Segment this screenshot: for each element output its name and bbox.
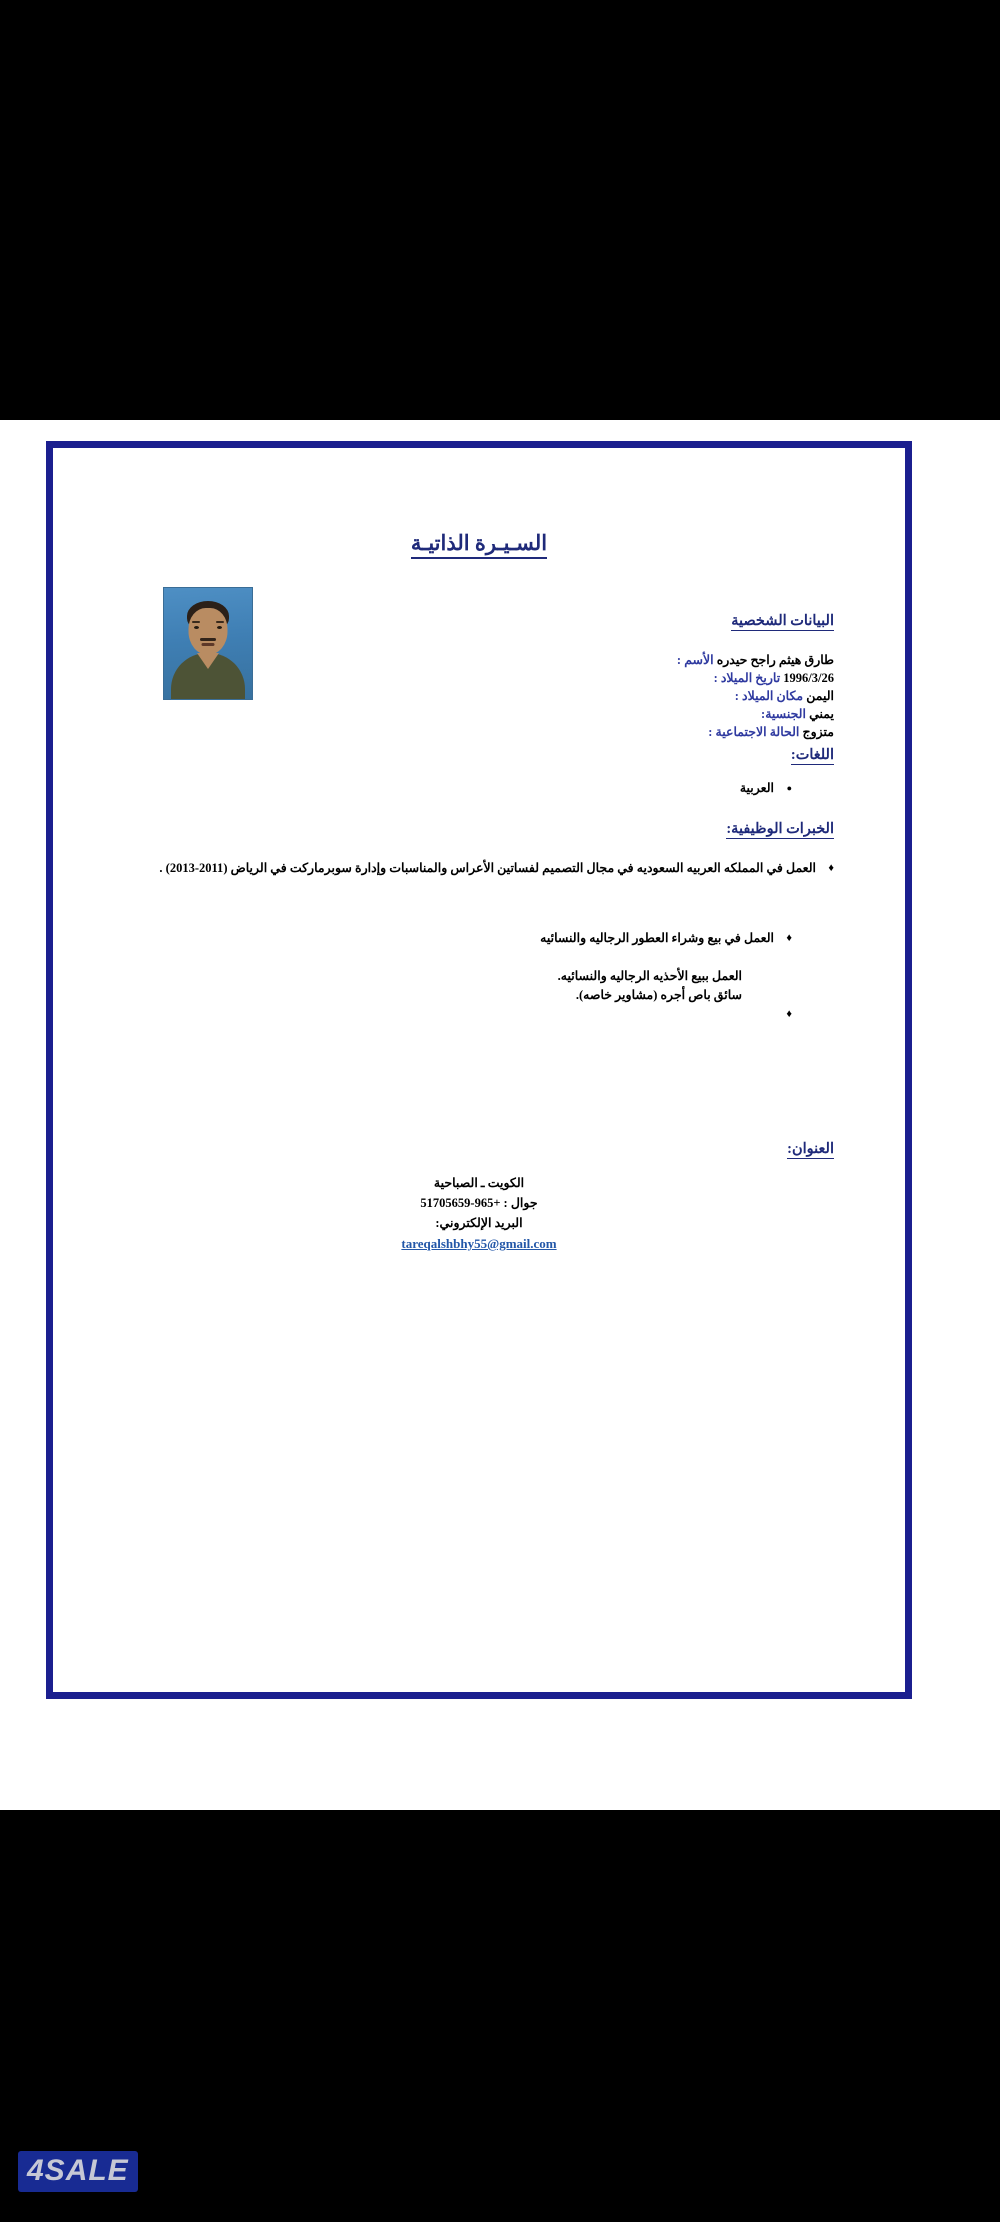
photo-eye-right: [217, 626, 222, 629]
photo-mustache-shape: [200, 638, 216, 641]
page-title: [60, 531, 898, 556]
photo-brow-left: [192, 621, 200, 623]
list-item: ♦ العمل في المملكه العربيه السعوديه في مجال التصميم لفساتين الأعراس والمناسبات وإدارة سوبرماركت في الرياض (2011-2013) .: [120, 859, 834, 878]
experience-item-2: [540, 929, 792, 948]
list-item: ● العربية: [740, 779, 792, 798]
section-heading-experience: [726, 821, 834, 838]
section-heading-address: [787, 1141, 834, 1158]
personal-field-birthdate: [677, 669, 834, 687]
photo-brow-right: [216, 621, 224, 623]
letterbox-top: [0, 0, 1000, 420]
watermark-4sale: [18, 2151, 138, 2192]
photo-mouth-shape: [202, 643, 215, 646]
section-heading-languages: [791, 747, 834, 764]
personal-field-name: [677, 651, 834, 669]
personal-field-marital-value: متزوج: [802, 725, 834, 739]
address-line-email-label: البريد الإلكتروني:: [435, 1216, 523, 1230]
letterbox-bottom: [0, 1810, 1000, 2222]
personal-field-birthplace: [677, 687, 834, 705]
personal-field-birthplace-value: اليمن: [806, 689, 834, 703]
personal-field-name-label: الأسم :: [676, 653, 714, 667]
personal-field-marital-label: الحالة الاجتماعية :: [708, 725, 800, 739]
document-inner-border: [58, 453, 900, 1687]
profile-photo: [163, 587, 253, 700]
section-heading-personal: [731, 613, 834, 630]
watermark-label: 4SALE: [27, 2154, 129, 2187]
personal-field-birthdate-label: تاريخ الميلاد :: [713, 671, 781, 685]
personal-data-list: [677, 651, 834, 741]
section-heading-personal-text: البيانات الشخصية: [731, 613, 834, 629]
personal-field-name-value: طارق هيثم راجح حيدره: [716, 653, 834, 667]
document-sheet: [46, 441, 912, 1699]
photo-face-shape: [189, 608, 228, 655]
experience-bullet-list-2: [540, 929, 792, 948]
experience-extra-line-1: العمل ببيع الأحذيه الرجاليه والنسائيه.: [557, 969, 742, 983]
personal-field-nationality: [677, 705, 834, 723]
address-line-phone: جوال : +965-51705659: [420, 1196, 538, 1210]
list-item: ♦ العمل في بيع وشراء العطور الرجاليه والنسائيه: [540, 929, 792, 948]
personal-field-birthdate-value: 1996/3/26: [783, 671, 834, 685]
experience-extra-line-2: سائق باص أجره (مشاوير خاصه).: [575, 988, 742, 1002]
address-block: [60, 1173, 898, 1253]
personal-field-birthplace-label: مكان الميلاد :: [734, 689, 804, 703]
experience-bullet-list-1: [120, 859, 834, 878]
email-row: [60, 1235, 898, 1253]
experience-item-1: [120, 859, 834, 878]
personal-field-nationality-label: الجنسية:: [761, 707, 806, 721]
languages-bullet-list: [740, 779, 792, 798]
address-line-city: الكويت ـ الصباحية: [433, 1176, 525, 1190]
section-heading-address-text: العنوان:: [787, 1141, 834, 1157]
page-viewport: [0, 420, 1000, 1810]
personal-field-nationality-value: يمني: [809, 707, 834, 721]
section-heading-experience-text: الخبرات الوظيفية:: [726, 821, 834, 837]
section-heading-languages-text: اللغات:: [790, 747, 834, 763]
languages-list: [740, 779, 792, 798]
photo-eye-left: [194, 626, 199, 629]
experience-extra-lines: [558, 967, 742, 1005]
email-link[interactable]: tareqalshbhy55@gmail.com: [401, 1236, 557, 1251]
page-title-text: السـيـرة الذاتيـة: [411, 531, 547, 559]
personal-field-marital: [677, 723, 834, 741]
